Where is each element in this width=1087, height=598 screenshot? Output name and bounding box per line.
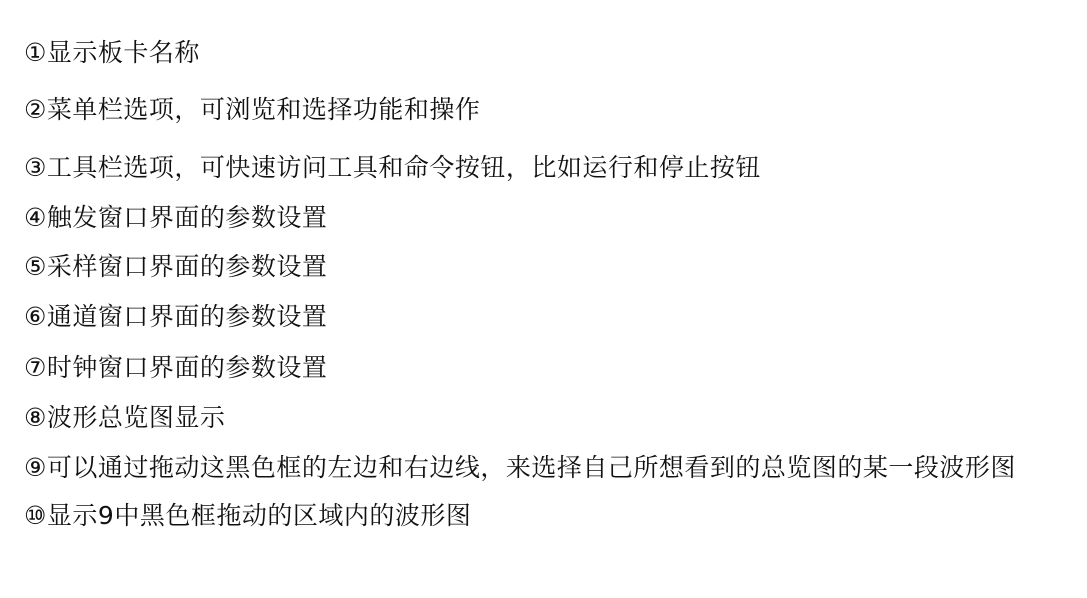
- legend-item: ⑧波形总览图显示: [24, 402, 226, 432]
- legend-item: ③工具栏选项，可快速访问工具和命令按钮，比如运行和停止按钮: [24, 152, 761, 182]
- legend-list: [24, 40, 1067, 530]
- legend-item: ⑦时钟窗口界面的参数设置: [24, 352, 328, 382]
- legend-item: ⑨可以通过拖动这黑色框的左边和右边线，来选择自己所想看到的总览图的某一段波形图: [24, 453, 1016, 482]
- legend-item: ⑩显示9中黑色框拖动的区域内的波形图: [24, 501, 472, 531]
- legend-item: ①显示板卡名称: [24, 38, 200, 67]
- legend-item: ⑤采样窗口界面的参数设置: [24, 252, 328, 281]
- legend-item: ⑥通道窗口界面的参数设置: [24, 302, 328, 332]
- legend-item: ④触发窗口界面的参数设置: [24, 202, 328, 232]
- legend-item: ②菜单栏选项，可浏览和选择功能和操作: [24, 95, 481, 125]
